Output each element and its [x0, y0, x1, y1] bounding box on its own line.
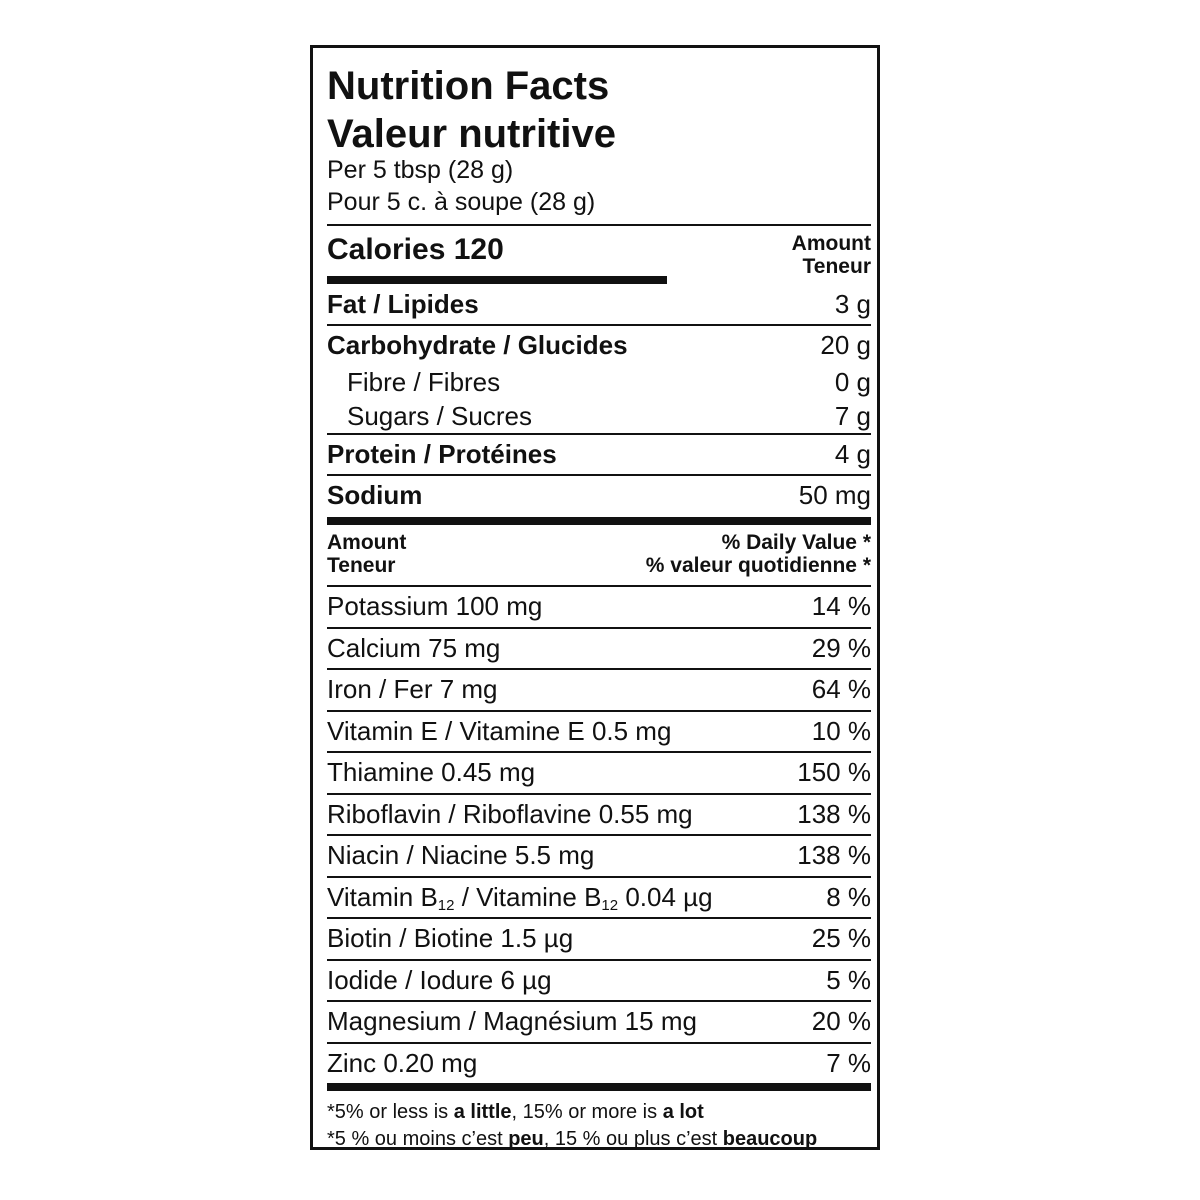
nutrient-row-fibre — [327, 365, 871, 399]
vitamin-list — [327, 585, 871, 1083]
label-content — [327, 62, 871, 1153]
daily-value-header — [327, 525, 871, 585]
vitamin-name: Biotin / Biotine 1.5 µg — [327, 923, 574, 954]
serving-size-english: Per 5 tbsp (28 g) — [327, 156, 514, 184]
vitamin-name: Zinc 0.20 mg — [327, 1047, 478, 1078]
vitamin-dv: 8 % — [826, 881, 871, 912]
calories-bar — [327, 276, 667, 284]
nutrient-amount: 3 g — [834, 289, 871, 319]
amount-header — [792, 232, 871, 278]
footnote-emphasis: beaucoup — [722, 1128, 818, 1150]
vitamin-row-potassium — [327, 585, 871, 627]
vitamin-row-vitamin-e — [327, 710, 871, 752]
footnote-text: *5% or less is — [327, 1101, 454, 1123]
vitamin-name: Magnesium / Magnésium 15 mg — [327, 1006, 697, 1037]
thick-divider — [327, 517, 871, 525]
serving-size-french: Pour 5 c. à soupe (28 g) — [327, 188, 596, 216]
title-english: Nutrition Facts — [327, 64, 610, 108]
vitamin-name: Calcium 75 mg — [327, 632, 501, 663]
nutrient-row-sugars — [327, 399, 871, 433]
vitamin-name: Vitamin E / Vitamine E 0.5 mg — [327, 715, 672, 746]
vitamin-dv: 5 % — [826, 964, 871, 995]
vitamin-name — [327, 882, 713, 913]
vitamin-row-calcium — [327, 627, 871, 669]
subscript: 12 — [601, 896, 619, 914]
vitamin-dv: 14 % — [811, 591, 871, 622]
nutrient-name: Sodium — [327, 480, 423, 510]
title-french: Valeur nutritive — [327, 112, 616, 156]
footnote-text: , 15% or more is — [511, 1101, 663, 1123]
nutrient-name: Sugars / Sucres — [347, 400, 532, 431]
vitamin-name-part: / Vitamine B — [454, 881, 602, 912]
vitamin-row-biotin — [327, 917, 871, 959]
footnote-emphasis: peu — [508, 1128, 544, 1150]
calories-block — [327, 226, 871, 284]
vitamin-row-magnesium — [327, 1000, 871, 1042]
nutrient-amount: 4 g — [834, 439, 871, 469]
footnote-text: , 15 % ou plus c’est — [543, 1128, 723, 1150]
dv-amount-english: Amount — [327, 531, 407, 554]
vitamin-dv: 10 % — [811, 715, 871, 746]
nutrient-name: Carbohydrate / Glucides — [327, 330, 628, 360]
vitamin-dv: 29 % — [811, 632, 871, 663]
nutrient-row-carbohydrate — [327, 324, 871, 365]
nutrient-row-protein — [327, 433, 871, 474]
amount-french: Teneur — [802, 255, 871, 278]
vitamin-dv: 138 % — [797, 798, 871, 829]
vitamin-dv: 7 % — [826, 1047, 871, 1078]
dv-percent-english: % Daily Value * — [721, 531, 871, 554]
footnote-emphasis: a lot — [662, 1101, 704, 1123]
footnote-text: *5 % ou moins c’est — [327, 1128, 509, 1150]
nutrient-name: Fat / Lipides — [327, 289, 479, 319]
nutrient-amount: 0 g — [834, 366, 871, 397]
vitamin-name: Potassium 100 mg — [327, 591, 543, 622]
dv-amount-french: Teneur — [327, 554, 396, 577]
nutrient-amount: 50 mg — [798, 480, 871, 510]
vitamin-dv: 20 % — [811, 1006, 871, 1037]
amount-english: Amount — [791, 232, 871, 255]
vitamin-name: Thiamine 0.45 mg — [327, 757, 536, 788]
vitamin-dv: 64 % — [811, 674, 871, 705]
vitamin-name-part: 0.04 µg — [618, 881, 713, 912]
nutrition-facts-label — [310, 45, 880, 1150]
vitamin-name: Riboflavin / Riboflavine 0.55 mg — [327, 798, 693, 829]
nutrient-row-sodium — [327, 474, 871, 515]
vitamin-name: Iodide / Iodure 6 µg — [327, 964, 552, 995]
footnote-english — [327, 1099, 871, 1126]
dv-amount-header — [327, 531, 406, 577]
dv-percent-header — [646, 531, 871, 577]
vitamin-dv: 25 % — [811, 923, 871, 954]
thick-divider — [327, 1083, 871, 1091]
dv-percent-french: % valeur quotidienne * — [645, 554, 871, 577]
vitamin-row-zinc — [327, 1042, 871, 1084]
calories-label: Calories 120 — [327, 233, 504, 266]
vitamin-row-niacin — [327, 834, 871, 876]
vitamin-row-thiamine — [327, 751, 871, 793]
vitamin-row-b12 — [327, 876, 871, 918]
vitamin-name: Iron / Fer 7 mg — [327, 674, 498, 705]
vitamin-dv: 150 % — [797, 757, 871, 788]
vitamin-row-iron — [327, 668, 871, 710]
vitamin-name-part: Vitamin B — [327, 881, 438, 912]
nutrient-amount: 7 g — [834, 400, 871, 431]
nutrient-name: Fibre / Fibres — [347, 366, 501, 397]
vitamin-dv: 138 % — [797, 840, 871, 871]
nutrient-amount: 20 g — [820, 330, 871, 360]
footnote-emphasis: a little — [453, 1101, 512, 1123]
vitamin-row-iodide — [327, 959, 871, 1001]
vitamin-row-riboflavin — [327, 793, 871, 835]
nutrient-row-fat — [327, 285, 871, 324]
nutrient-list — [327, 285, 871, 515]
footnote-french — [327, 1126, 871, 1153]
vitamin-name: Niacin / Niacine 5.5 mg — [327, 840, 595, 871]
nutrient-name: Protein / Protéines — [327, 439, 557, 469]
subscript: 12 — [437, 896, 455, 914]
footnote — [327, 1091, 871, 1153]
